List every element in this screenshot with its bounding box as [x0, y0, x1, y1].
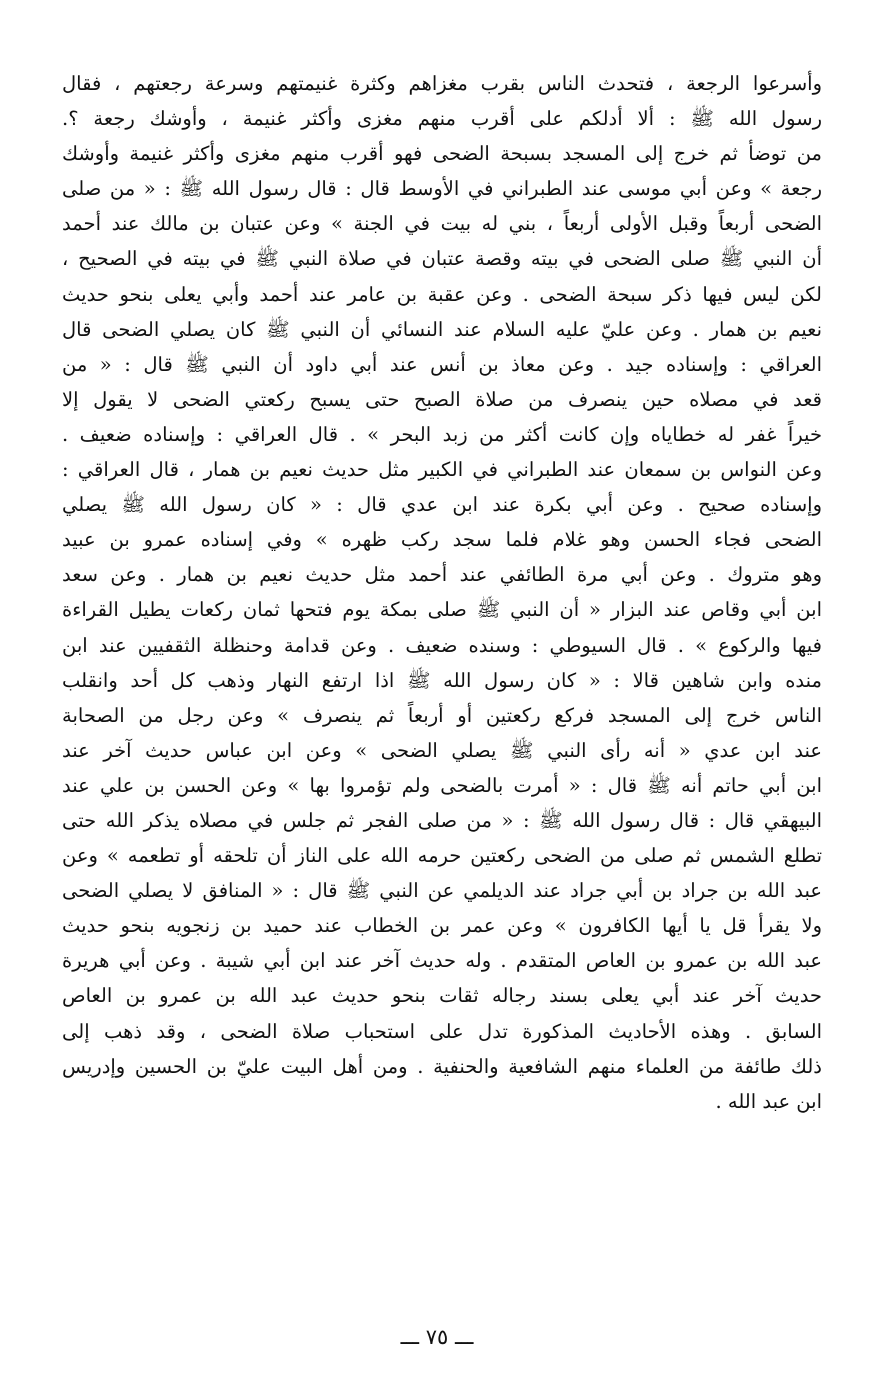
text-line-6: أن النبي ﷺ صلى الضحى في بيته وقصة عتبان في صلاة النبي ﷺ في بيته في الصحيح ،: [62, 247, 822, 271]
text-line-28: السابق . وهذه الأحاديث المذكورة تدل على استحباب صلاة الضحى ، وقد ذهب إلى: [62, 1019, 822, 1043]
text-line-20: عند ابن عدي « أنه رأى النبي ﷺ يصلي الضحى » وعن ابن عباس حديث آخر عند: [62, 738, 822, 762]
text-line-2: رسول الله ﷺ : ألا أدلكم على أقرب منهم مغزى وأكثر غنيمة ، وأوشك رجعة ؟.: [62, 107, 822, 131]
text-line-29: ذلك طائفة من العلماء منهم الشافعية والحنفية . ومن أهل البيت عليّ بن الحسين وإدريس: [62, 1054, 822, 1078]
text-line-15: وهو متروك . وعن أبي مرة الطائفي عند أحمد مثل حديث نعيم بن همار . وعن سعد: [62, 563, 822, 587]
text-line-1: وأسرعوا الرجعة ، فتحدث الناس بقرب مغزاهم وكثرة غنيمتهم وسرعة رجعتهم ، فقال: [62, 72, 822, 95]
text-line-4: رجعة » وعن أبي موسى عند الطبراني في الأوسط قال : قال رسول الله ﷺ : « من صلى: [62, 177, 822, 201]
text-line-26: عبد الله بن عمرو بن العاص المتقدم . وله حديث آخر عند ابن أبي شيبة . وعن أبي هريرة: [62, 949, 822, 973]
page-number: ـــ ٧٥ ـــ: [400, 1325, 474, 1349]
text-line-18: منده وابن شاهين قالا : « كان رسول الله ﷺ اذا ارتفع النهار وذهب كل أحد وانقلب: [62, 668, 822, 692]
text-line-9: العراقي : وإسناده جيد . وعن معاذ بن أنس عند أبي داود أن النبي ﷺ قال : « من: [62, 352, 822, 376]
text-line-12: وعن النواس بن سمعان عند الطبراني في الكبير مثل حديث نعيم بن همار ، قال العراقي :: [62, 458, 822, 482]
text-line-10: قعد في مصلاه حين ينصرف من صلاة الصبح حتى يسبح ركعتي الضحى لا يقول إلا: [62, 387, 822, 411]
text-line-22: البيهقي قال : قال رسول الله ﷺ : « من صلى الفجر ثم جلس في مصلاه يذكر الله حتى: [62, 808, 822, 832]
text-line-23: تطلع الشمس ثم صلى من الضحى ركعتين حرمه الله على الناز أن تلحقه أو تطعمه » وعن: [62, 844, 822, 868]
text-line-3: من توضأ ثم خرج إلى المسجد بسبحة الضحى فهو أقرب منهم مغزى وأكثر غنيمة وأوشك: [62, 142, 822, 166]
body-text: [62, 66, 822, 1119]
text-line-11: خيراً غفر له خطاياه وإن كانت أكثر من زبد البحر » . قال العراقي : وإسناده ضعيف .: [62, 422, 822, 446]
text-line-27: حديث آخر عند أبي يعلى بسند رجاله ثقات بنحو حديث عبد الله بن عمرو بن العاص: [62, 984, 822, 1008]
text-line-13: وإسناده صحيح . وعن أبي بكرة عند ابن عدي قال : « كان رسول الله ﷺ يصلي: [62, 493, 822, 517]
text-line-7: لكن ليس فيها ذكر سبحة الضحى . وعن عقبة بن عامر عند أحمد وأبي يعلى بنحو حديث: [62, 282, 822, 306]
text-line-17: فيها والركوع » . قال السيوطي : وسنده ضعيف . وعن قدامة وحنظلة الثقفيين عند ابن: [62, 633, 822, 657]
text-line-19: الناس خرج إلى المسجد فركع ركعتين أو أربعاً ثم ينصرف » وعن رجل من الصحابة: [62, 703, 822, 727]
text-line-14: الضحى فجاء الحسن وهو غلام فلما سجد ركب ظهره » وفي إسناده عمرو بن عبيد: [62, 528, 822, 552]
text-line-21: ابن أبي حاتم أنه ﷺ قال : « أمرت بالضحى ولم تؤمروا بها » وعن الحسن بن علي عند: [62, 773, 822, 797]
text-line-24: عبد الله بن جراد بن أبي جراد عند الديلمي عن النبي ﷺ قال : « المنافق لا يصلي الضحى: [62, 879, 822, 903]
text-line-8: نعيم بن همار . وعن عليّ عليه السلام عند النسائي أن النبي ﷺ كان يصلي الضحى قال: [62, 317, 822, 341]
text-line-5: الضحى أربعاً وقبل الأولى أربعاً ، بني له بيت في الجنة » وعن عتبان بن مالك عند أحمد: [62, 212, 822, 236]
text-line-30: ابن عبد الله .: [715, 1089, 822, 1113]
text-line-25: ولا يقرأ قل يا أيها الكافرون » وعن عمر بن الخطاب عند حميد بن زنجويه بنحو حديث: [62, 914, 822, 938]
text-line-16: ابن أبي وقاص عند البزار « أن النبي ﷺ صلى بمكة يوم فتحها ثمان ركعات يطيل القراءة: [62, 598, 822, 622]
